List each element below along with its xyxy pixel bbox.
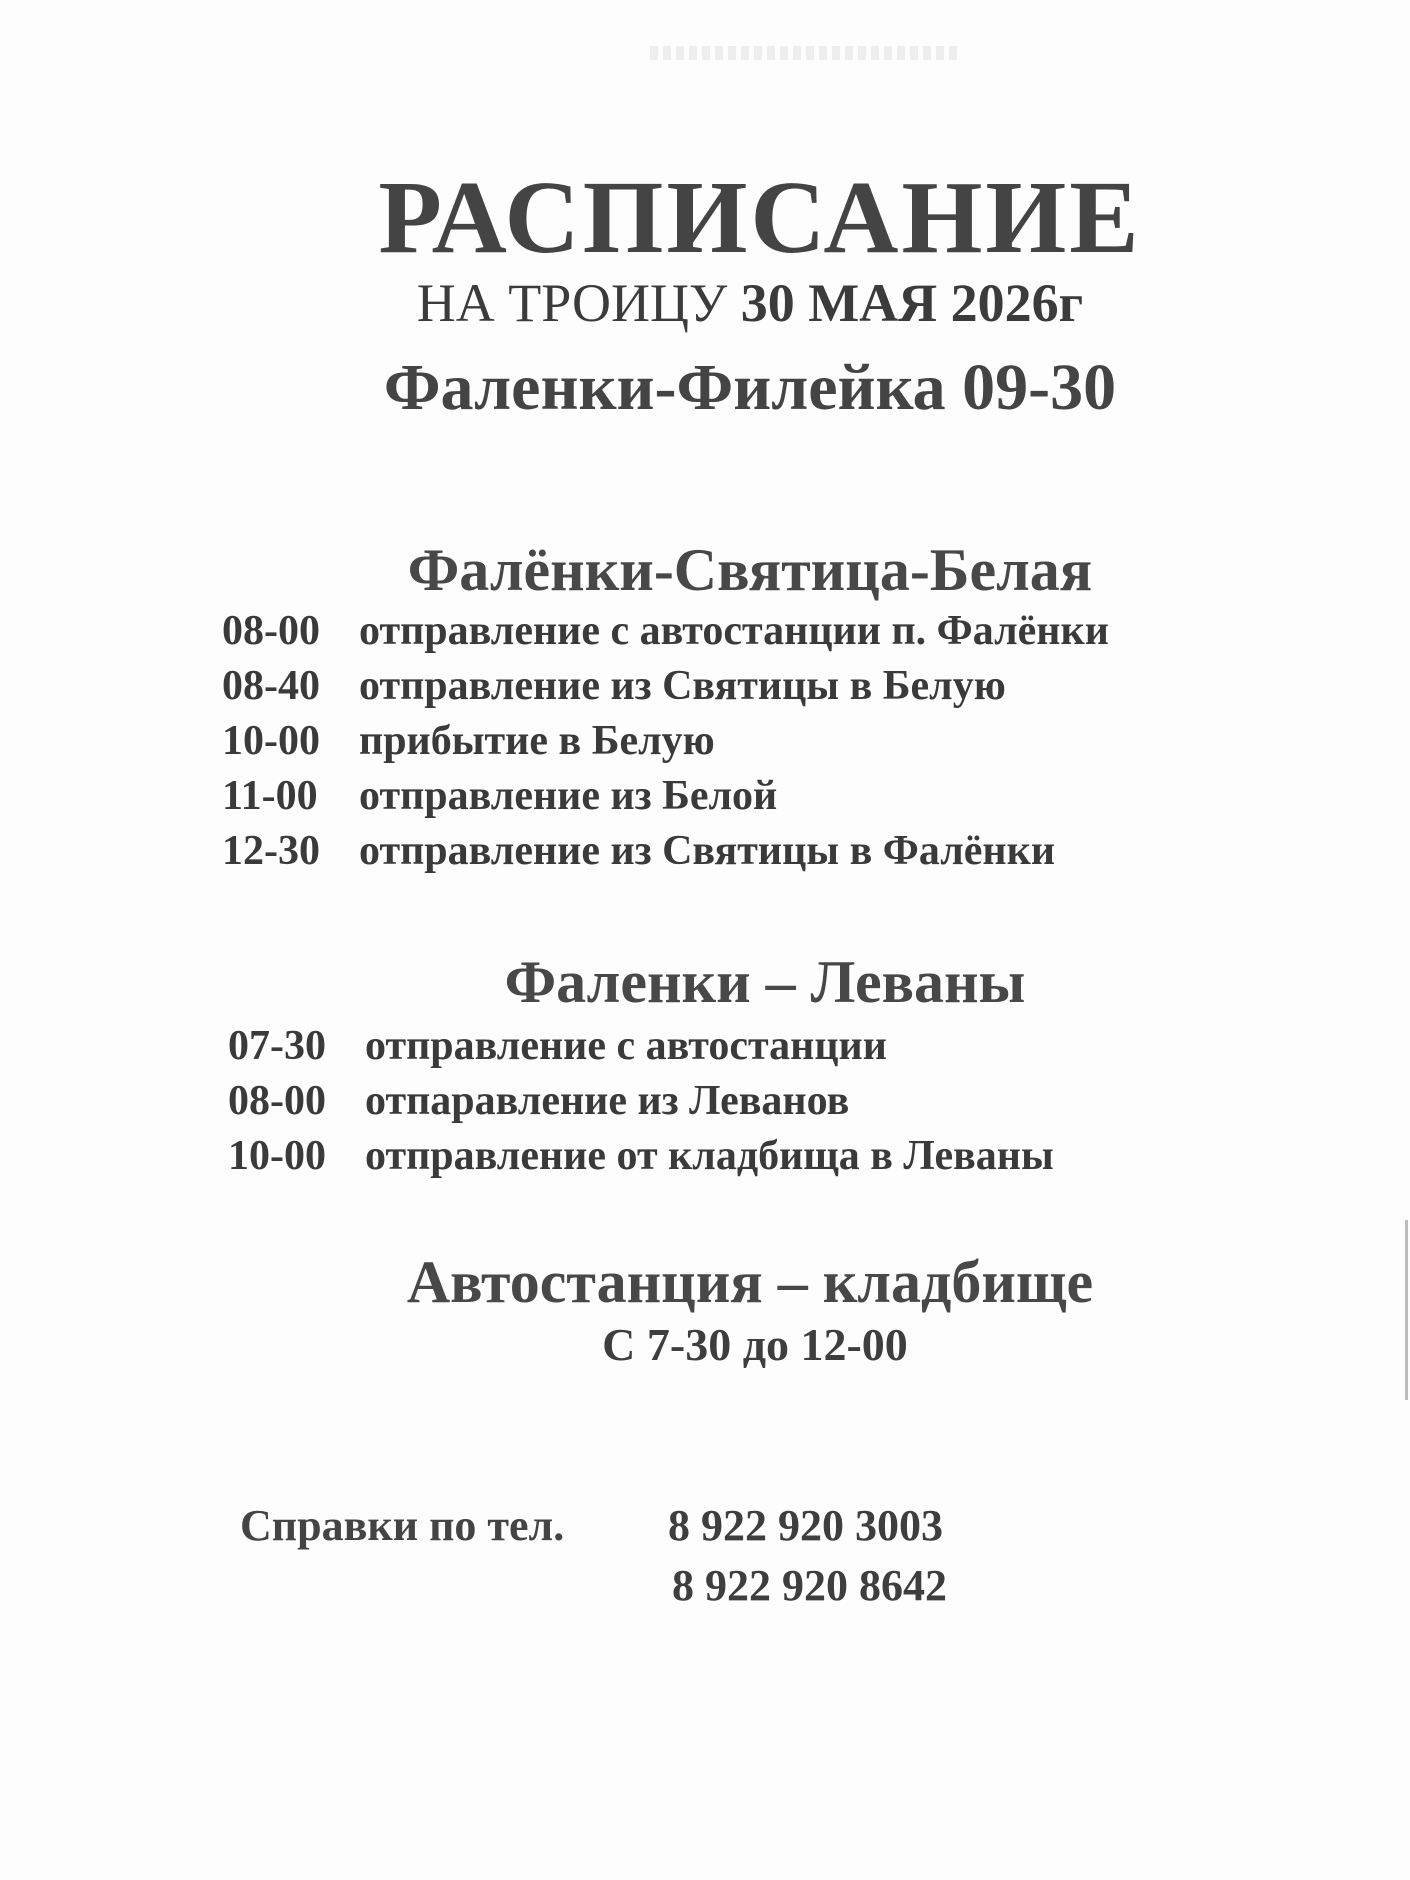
row-time: 10-00 — [228, 1133, 326, 1179]
row-time: 08-00 — [228, 1078, 326, 1124]
contacts-label: Справки по тел. — [240, 1501, 565, 1550]
subtitle-date: 30 МАЯ 2026г — [740, 273, 1084, 333]
row-time: 10-00 — [222, 718, 320, 764]
row-text: прибытие в Белую — [359, 718, 715, 764]
row-text: отправление из Белой — [359, 773, 778, 819]
main-route: Фаленки-Филейка 09-30 — [383, 351, 1117, 424]
row-text: отправление из Святицы в Фалёнки — [359, 828, 1056, 874]
section-note: С 7-30 до 12-00 — [602, 1319, 908, 1370]
phone-number: 8 922 920 3003 — [668, 1501, 943, 1550]
row-text: отправление от кладбища в Леваны — [365, 1133, 1054, 1179]
subtitle-prefix: НА ТРОИЦУ — [416, 273, 741, 333]
page-subtitle — [0, 272, 1410, 334]
phone-number: 8 922 920 8642 — [672, 1561, 947, 1610]
scan-artifact — [650, 46, 960, 60]
schedule-row — [228, 1022, 887, 1070]
row-text: отпаравление из Леванов — [365, 1078, 850, 1124]
row-time: 11-00 — [222, 773, 318, 819]
row-time: 08-00 — [222, 608, 320, 654]
section-heading-levany: Фаленки – Леваны — [504, 949, 1026, 1015]
row-text: отправление с автостанции п. Фалёнки — [359, 608, 1109, 654]
section-heading-svyatitsa-belaya: Фалёнки-Святица-Белая — [407, 537, 1093, 603]
schedule-row — [228, 1132, 1054, 1180]
row-time: 12-30 — [222, 828, 320, 874]
row-text: отправление из Святицы в Белую — [359, 663, 1006, 709]
schedule-row — [222, 772, 777, 820]
row-time: 08-40 — [222, 663, 320, 709]
row-text: отправление с автостанции — [365, 1023, 887, 1069]
schedule-row — [222, 662, 1006, 710]
schedule-row — [228, 1077, 849, 1125]
schedule-row — [222, 717, 715, 765]
schedule-row — [222, 827, 1055, 875]
row-time: 07-30 — [228, 1023, 326, 1069]
page-title: РАСПИСАНИЕ — [378, 160, 1142, 275]
section-heading-kladbishche: Автостанция – кладбище — [406, 1249, 1094, 1315]
schedule-row — [222, 607, 1109, 655]
